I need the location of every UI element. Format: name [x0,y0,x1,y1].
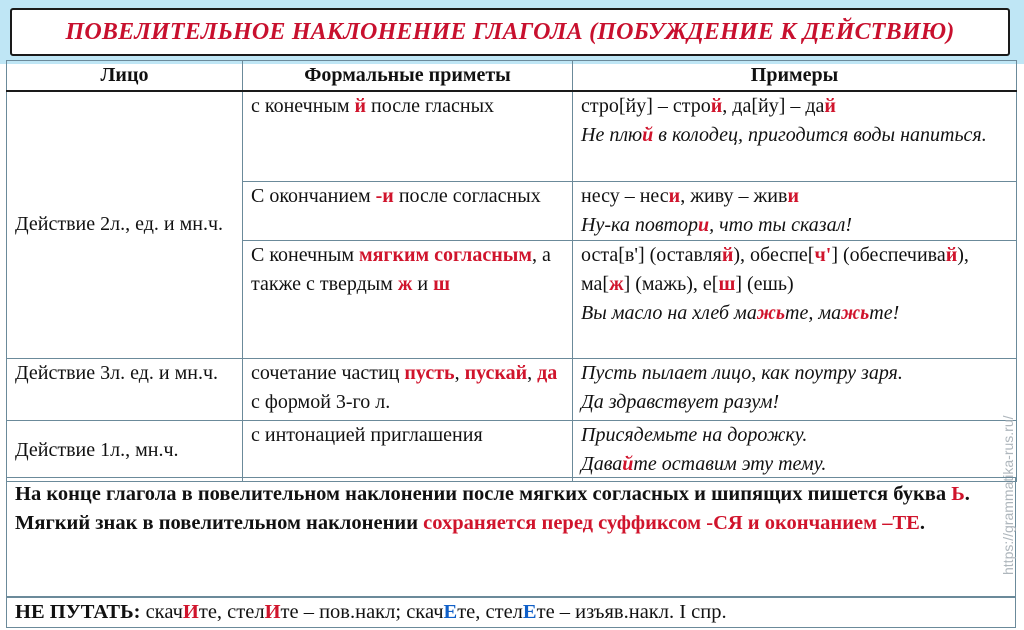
highlight: мягким согласным [358,243,532,266]
text: те оставим эту тему. [633,452,827,475]
highlight: й [354,95,367,117]
sign-cell [243,91,573,181]
text: ), ма[ [581,243,969,295]
watermark: https://grammatika-rus.ru/ [1000,415,1016,575]
header-signs: Формальные приметы [243,61,573,92]
highlight: жь [756,301,786,324]
highlight: и [697,213,710,236]
text: , [454,361,465,384]
text: те – пов.накл; скач [280,601,444,623]
highlight: Е [522,601,537,623]
text: сочетание частиц [251,361,405,384]
text: На конце глагола в повелительном наклонении после мягких согласных и шипящих пишется буква [15,483,952,505]
highlight: сохраняется перед суффиксом -СЯ и окончанием –ТЕ [423,512,920,534]
title-banner [0,0,1024,64]
text: Да здравствует разум! [581,390,780,413]
highlight: й [710,95,723,117]
page-title: ПОВЕЛИТЕЛЬНОЕ НАКЛОНЕНИЕ ГЛАГОЛА (ПОБУЖДЕНИЕ К ДЕЙСТВИЮ) [10,8,1010,56]
highlight: и [668,184,681,207]
text: те! [869,301,900,324]
text: Пусть пылает лицо, как поутру заря. [581,361,903,384]
header-person: Лицо [7,61,243,92]
text: после гласных [366,95,495,117]
sign-cell [243,240,573,358]
text: с формой 3-го л. [251,390,391,413]
label: НЕ ПУТАТЬ: [15,601,141,623]
highlight: Ь [951,483,965,505]
text: Вы масло на хлеб ма [581,301,757,324]
text: в колодец, пригодится воды напиться. [653,124,987,146]
text: те, ма [785,301,842,324]
text: с конечным [251,95,355,117]
text: и [412,272,434,295]
highlight: -и [375,184,394,207]
text: Присядемьте на дорожку. [581,423,808,446]
highlight: пускай [464,361,528,384]
highlight: ч' [814,243,832,266]
person-cell-3: Действие 3л. ед. и мн.ч. [7,358,243,420]
highlight: й [721,243,734,266]
highlight: ш [433,272,450,295]
text: ] (мажь), е[ [623,272,719,295]
highlight: ж [609,272,624,295]
text: Не плю [581,124,643,146]
text: оста[в'] (оставля [581,243,722,266]
text: Ну-ка повтор [581,213,698,236]
sign-cell: с интонацией приглашения [243,420,573,481]
text: ] (ешь) [735,272,794,295]
table-row [7,420,1017,481]
highlight: пусть [404,361,455,384]
highlight: Е [443,601,458,623]
highlight: ш [718,272,736,295]
sign-cell [243,358,573,420]
text: стро[йу] – стро [581,95,711,117]
text: скач [140,601,183,623]
highlight: и [787,184,799,207]
text: , что ты сказал! [709,213,852,236]
text: несу – нес [581,184,669,207]
table-row [7,91,1017,181]
highlight: й [642,124,654,146]
text: С конечным [251,243,359,266]
text: , а также с твердым [251,243,551,295]
example-cell [573,240,1017,358]
do-not-confuse-note [6,597,1016,628]
text: , живу – жив [680,184,788,207]
text: , [527,361,538,384]
highlight: й [622,452,634,475]
text: ), обеспе[ [733,243,815,266]
soft-sign-note [6,477,1016,597]
text: . Мягкий знак в повелительном наклонении [15,483,970,534]
highlight: й [945,243,958,266]
text: . [919,512,925,534]
highlight: И [264,601,281,623]
text: те, стел [198,601,265,623]
highlight: жь [841,301,870,324]
highlight: И [182,601,199,623]
table-row [7,358,1017,420]
text: те – изъяв.накл. I спр. [536,601,727,623]
highlight: да [537,361,558,384]
header-examples: Примеры [573,61,1017,92]
example-cell [573,91,1017,181]
text: те, стел [457,601,523,623]
example-cell [573,420,1017,481]
highlight: й [824,95,836,117]
person-cell-2: Действие 2л., ед. и мн.ч. [7,91,243,358]
example-cell [573,181,1017,240]
text: С окончанием [251,184,376,207]
text: Дава [581,452,623,475]
example-cell [573,358,1017,420]
person-cell-1: Действие 1л., мн.ч. [7,420,243,481]
text: после согласных [393,184,541,207]
rules-table [6,60,1017,482]
sign-cell [243,181,573,240]
text: ] (обеспечива [831,243,946,266]
text: , да[йу] – да [722,95,825,117]
table-header-row [7,61,1017,92]
highlight: ж [397,272,413,295]
